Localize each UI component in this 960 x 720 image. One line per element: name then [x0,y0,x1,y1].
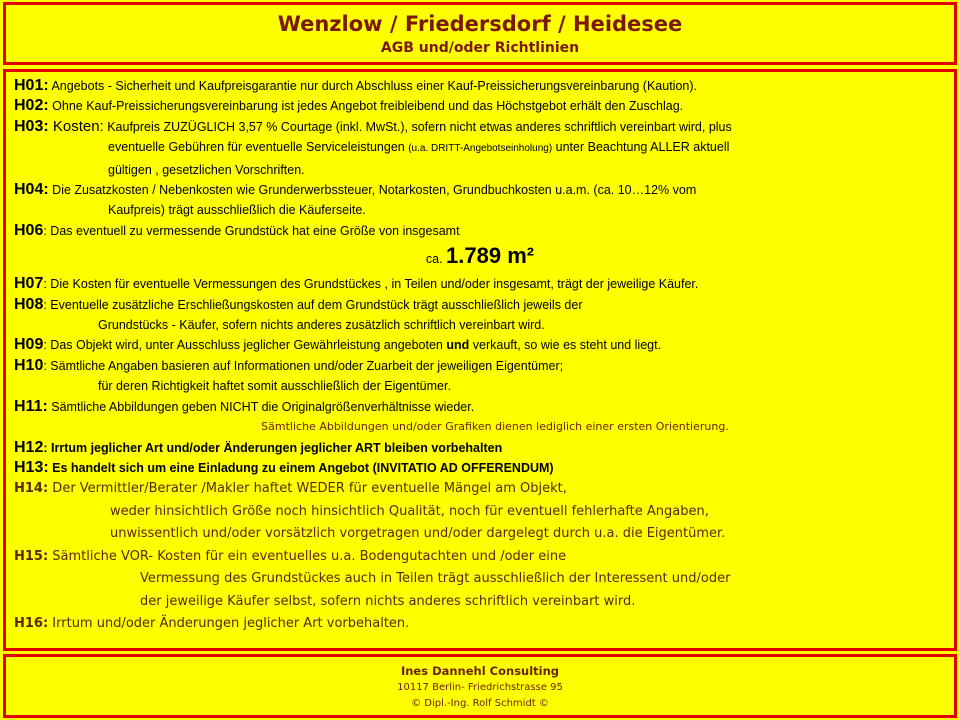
header-panel [3,2,957,65]
term-code: H12 [14,438,44,456]
term-h04-line2: Kaufpreis) trägt ausschließlich die Käuferseite. [108,203,366,218]
term-h03 [14,117,946,137]
term-h06 [14,221,946,241]
term-text: Ohne Kauf-Preissicherungsvereinbarung ist jedes Angebot freibleibend und das Höchstgebot erhält den Zuschlag. [48,99,684,114]
term-h08 [14,295,946,315]
term-h15 [14,546,946,569]
term-text: Der Vermittler/Berater /Makler haftet WEDER für eventuelle Mängel am Objekt, [48,481,567,497]
term-small-text: (u.a. DRITT-Angebotseinholung) [408,143,553,155]
term-text: : Irrtum jeglicher Art und/oder Änderungen jeglicher ART bleiben vorbehalten [43,440,503,455]
term-text: Sämtliche VOR- Kosten für ein eventuelles u.a. Bodengutachten und /oder eine [48,548,567,564]
term-h09 [14,335,946,355]
term-text: unter Beachtung ALLER aktuell [552,140,730,155]
term-h10 [14,356,946,376]
term-text: : Das Objekt wird, unter Ausschluss jeglicher Gewährleistung angeboten [43,338,447,353]
term-h14-line3: unwissentlich und/oder vorsätzlich vorgetragen und/oder dargelegt durch u.a. die Eigentümer. [110,526,726,542]
term-text: Irrtum und/oder Änderungen jeglicher Art vorbehalten. [48,616,410,632]
term-h08-line2: Grundstücks - Käufer, sofern nichts anderes zusätzlich schriftlich vereinbart wird. [98,318,545,333]
term-code: H15: [14,548,49,564]
footer-panel [3,654,957,718]
term-h11-note: Sämtliche Abbildungen und/oder Grafiken dienen lediglich einer ersten Orientierung. [261,420,729,434]
area-prefix: ca. [425,252,447,267]
term-h10-line2: für deren Richtigkeit haftet somit ausschließlich der Eigentümer. [98,379,451,394]
term-h12 [14,438,946,458]
term-code: H03: [14,117,49,135]
company-name: Ines Dannehl Consulting [400,664,560,678]
term-h03-line3: gültigen , gesetzlichen Vorschriften. [108,162,305,177]
term-text: Sämtliche Abbildungen geben NICHT die Originalgrößenverhältnisse wieder. [47,399,475,414]
term-h03-line2 [14,137,946,159]
term-text: verkauft, so wie es steht und liegt. [469,338,662,353]
term-text: : Das eventuell zu vermessende Grundstück hat eine Größe von insgesamt [43,223,460,238]
term-text: Es handelt sich um eine Einladung zu einem Angebot (INVITATIO AD OFFERENDUM) [48,460,554,475]
copyright: © Dipl.-Ing. Rolf Schmidt © [411,698,549,709]
term-code: H13: [14,458,49,476]
term-h01 [14,76,946,96]
term-h02 [14,96,946,116]
term-code: H14: [14,481,49,497]
term-text: Angebots - Sicherheit und Kaufpreisgarantie nur durch Abschluss einer Kauf-Preissicherungsvereinbarung (Kaution). [48,79,697,93]
term-code: H08 [14,295,44,313]
term-h14 [14,478,946,501]
term-code: H09 [14,336,44,354]
page-title: Wenzlow / Friedersdorf / Heidesee [277,12,683,36]
term-h07 [14,274,946,294]
terms-panel [3,69,957,651]
company-address: 10117 Berlin- Friedrichstrasse 95 [397,682,563,693]
term-code: H07 [14,275,44,293]
term-code: H16: [14,616,49,632]
term-h13 [14,458,946,478]
term-code: H06 [14,221,44,239]
term-text: : Eventuelle zusätzliche Erschließungskosten auf dem Grundstück trägt ausschließlich jeweils der [43,297,583,312]
plot-area-size [14,241,946,274]
term-h11 [14,397,946,417]
term-h16 [14,613,946,636]
term-bold-word: und [446,338,470,353]
term-h15-line3: der jeweilige Käufer selbst, sofern nichts anderes schriftlich vereinbart wird. [140,593,636,609]
term-text: Kaufpreis ZUZÜGLICH 3,57 % Courtage (inkl. MwSt.), sofern nicht etwas anderes schriftlich vereinbart wird, plus [103,119,732,134]
term-h15-line2: Vermessung des Grundstückes auch in Teilen trägt ausschließlich der Interessent und/oder [140,571,731,587]
term-code: H10 [14,356,44,374]
term-text: eventuelle Gebühren für eventuelle Serviceleistungen [108,140,409,155]
term-label: Kosten: [48,117,104,135]
term-text: : Die Kosten für eventuelle Vermessungen des Grundstückes , in Teilen und/oder insgesamt, trägt der jeweilige Käufer. [43,277,699,292]
term-h04 [14,180,946,200]
term-code: H01: [14,77,49,94]
page-subtitle: AGB und/oder Richtlinien [380,40,580,56]
term-code: H11: [14,397,48,415]
term-text: Die Zusatzkosten / Nebenkosten wie Grunderwerbssteuer, Notarkosten, Grundbuchkosten u.a.m. (ca. 10…12% vom [48,183,697,198]
term-text: : Sämtliche Angaben basieren auf Informationen und/oder Zuarbeit der jeweiligen Eigentümer; [43,358,564,373]
area-value: 1.789 m² [446,243,535,269]
term-code: H02: [14,97,49,115]
term-h14-line2: weder hinsichtlich Größe noch hinsichtlich Qualität, noch für eventuell fehlerhafte Angaben, [110,503,709,519]
term-code: H04: [14,181,49,199]
